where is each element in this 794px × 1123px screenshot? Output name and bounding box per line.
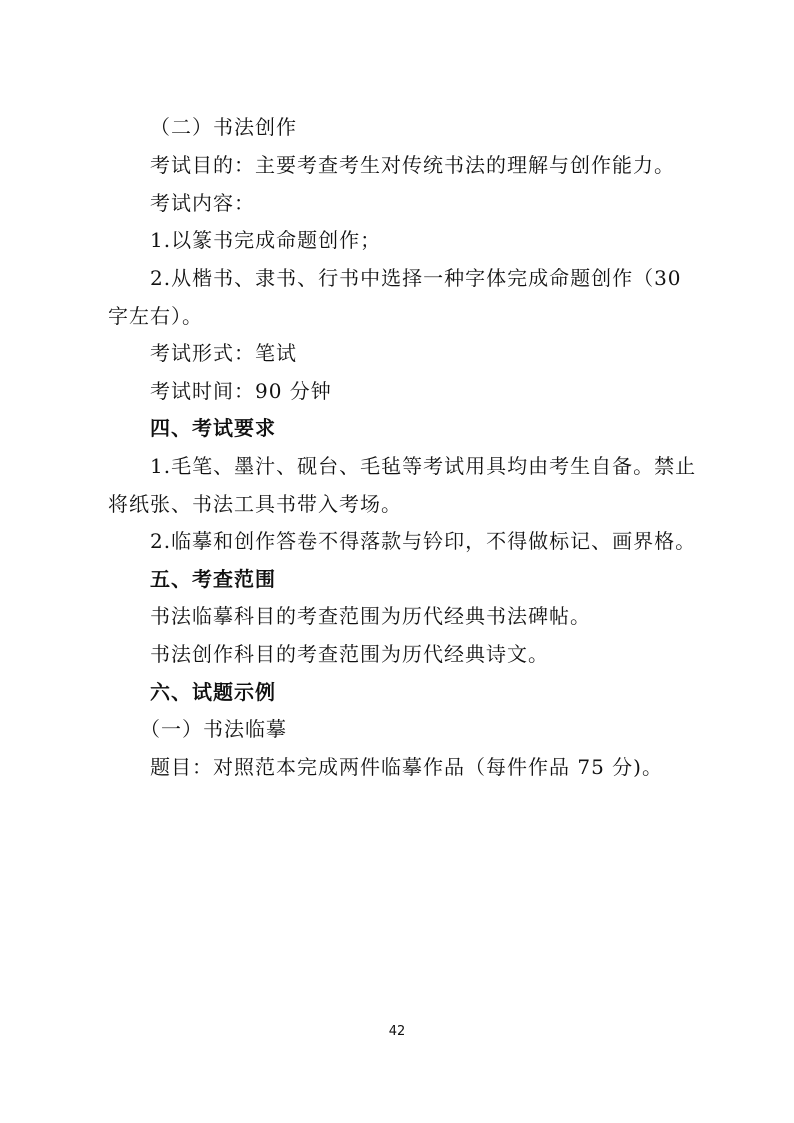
creation-exam-content-label: 考试内容： [150, 191, 255, 215]
copying-question: 题目：对照范本完成两件临摹作品（每件作品 75 分)。 [150, 755, 663, 779]
section-heading-scope: 五、考查范围 [150, 567, 276, 591]
requirement-1-line-2: 将纸张、书法工具书带入考场。 [108, 492, 402, 516]
scope-copying: 书法临摹科目的考查范围为历代经典书法碑帖。 [150, 604, 591, 628]
section-heading-calligraphy-copying: （一）书法临摹 [140, 717, 287, 741]
creation-exam-time: 考试时间：90 分钟 [150, 379, 332, 403]
creation-item-2-line-2: 字左右）。 [108, 304, 203, 328]
requirement-1-line-1: 1.毛笔、墨汁、砚台、毛毡等考试用具均由考生自备。禁止 [150, 454, 697, 478]
requirement-2: 2.临摹和创作答卷不得落款与钤印，不得做标记、画界格。 [150, 529, 697, 553]
section-heading-calligraphy-creation: （二）书法创作 [150, 115, 297, 139]
scope-creation: 书法创作科目的考查范围为历代经典诗文。 [150, 642, 549, 666]
creation-exam-form: 考试形式：笔试 [150, 341, 297, 365]
creation-item-2-line-1: 2.从楷书、隶书、行书中选择一种字体完成命题创作（30 [150, 266, 682, 290]
section-heading-examples: 六、试题示例 [150, 680, 276, 704]
page-number: 42 [388, 1024, 406, 1039]
creation-exam-purpose: 考试目的：主要考查考生对传统书法的理解与创作能力。 [150, 153, 675, 177]
section-heading-requirements: 四、考试要求 [150, 416, 276, 440]
creation-item-1: 1.以篆书完成命题创作； [150, 228, 382, 252]
